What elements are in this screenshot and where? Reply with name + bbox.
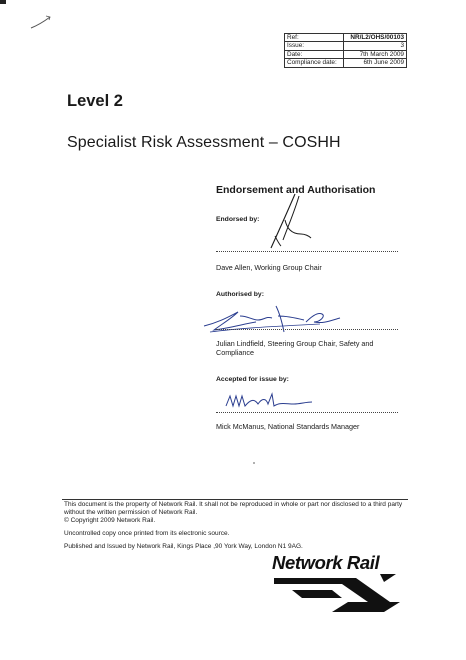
compliance-date-label: Compliance date: bbox=[285, 59, 344, 67]
uncontrolled-copy-notice: Uncontrolled copy once printed from its electronic source. bbox=[64, 530, 230, 537]
authorised-signature-line bbox=[216, 329, 398, 330]
reference-row-issue bbox=[285, 42, 407, 50]
reference-row-date bbox=[285, 50, 407, 58]
accepted-signature-line bbox=[216, 412, 398, 413]
reference-table bbox=[284, 33, 407, 68]
issue-label: Issue: bbox=[285, 42, 344, 50]
copyright-line: © Copyright 2009 Network Rail. bbox=[64, 517, 156, 524]
endorser-signature bbox=[255, 190, 315, 256]
scan-speck bbox=[253, 462, 255, 464]
date-value: 7th March 2009 bbox=[344, 50, 407, 58]
pen-stroke-mark bbox=[30, 14, 52, 30]
document-level: Level 2 bbox=[67, 92, 123, 110]
network-rail-arrow-icon bbox=[272, 572, 412, 614]
copyright-notice: This document is the property of Network Rail. It shall not be reproduced in whole or part nor disclosed to a third party without the written permission of Network Rail. bbox=[64, 501, 403, 516]
date-label: Date: bbox=[285, 50, 344, 58]
endorser-name: Dave Allen, Working Group Chair bbox=[216, 263, 322, 272]
reference-row-compliance bbox=[285, 59, 407, 67]
logo-text: Network Rail bbox=[272, 552, 380, 573]
issue-value: 3 bbox=[344, 42, 407, 50]
acceptor-name: Mick McManus, National Standards Manager bbox=[216, 422, 360, 431]
authoriser-signature bbox=[200, 302, 360, 338]
endorsed-signature-line bbox=[216, 251, 398, 252]
ref-label: Ref: bbox=[285, 34, 344, 42]
compliance-date-value: 6th June 2009 bbox=[344, 59, 407, 67]
endorsed-by-label: Endorsed by: bbox=[216, 216, 260, 223]
document-title: Specialist Risk Assessment – COSHH bbox=[67, 134, 341, 151]
footer-rule bbox=[62, 499, 408, 500]
publisher-line: Published and Issued by Network Rail, Kings Place ,90 York Way, London N1 9AG. bbox=[64, 543, 303, 550]
accepted-for-issue-label: Accepted for issue by: bbox=[216, 376, 289, 383]
acceptor-signature bbox=[224, 390, 314, 414]
authorised-by-label: Authorised by: bbox=[216, 291, 264, 298]
endorsement-heading: Endorsement and Authorisation bbox=[216, 184, 376, 196]
scan-mark bbox=[0, 0, 6, 4]
reference-row-ref bbox=[285, 34, 407, 42]
ref-value: NR/L2/OHS/00103 bbox=[344, 34, 407, 42]
authoriser-name: Julian Lindfield, Steering Group Chair, Safety and Compliance bbox=[216, 339, 374, 357]
network-rail-logo bbox=[272, 552, 412, 614]
